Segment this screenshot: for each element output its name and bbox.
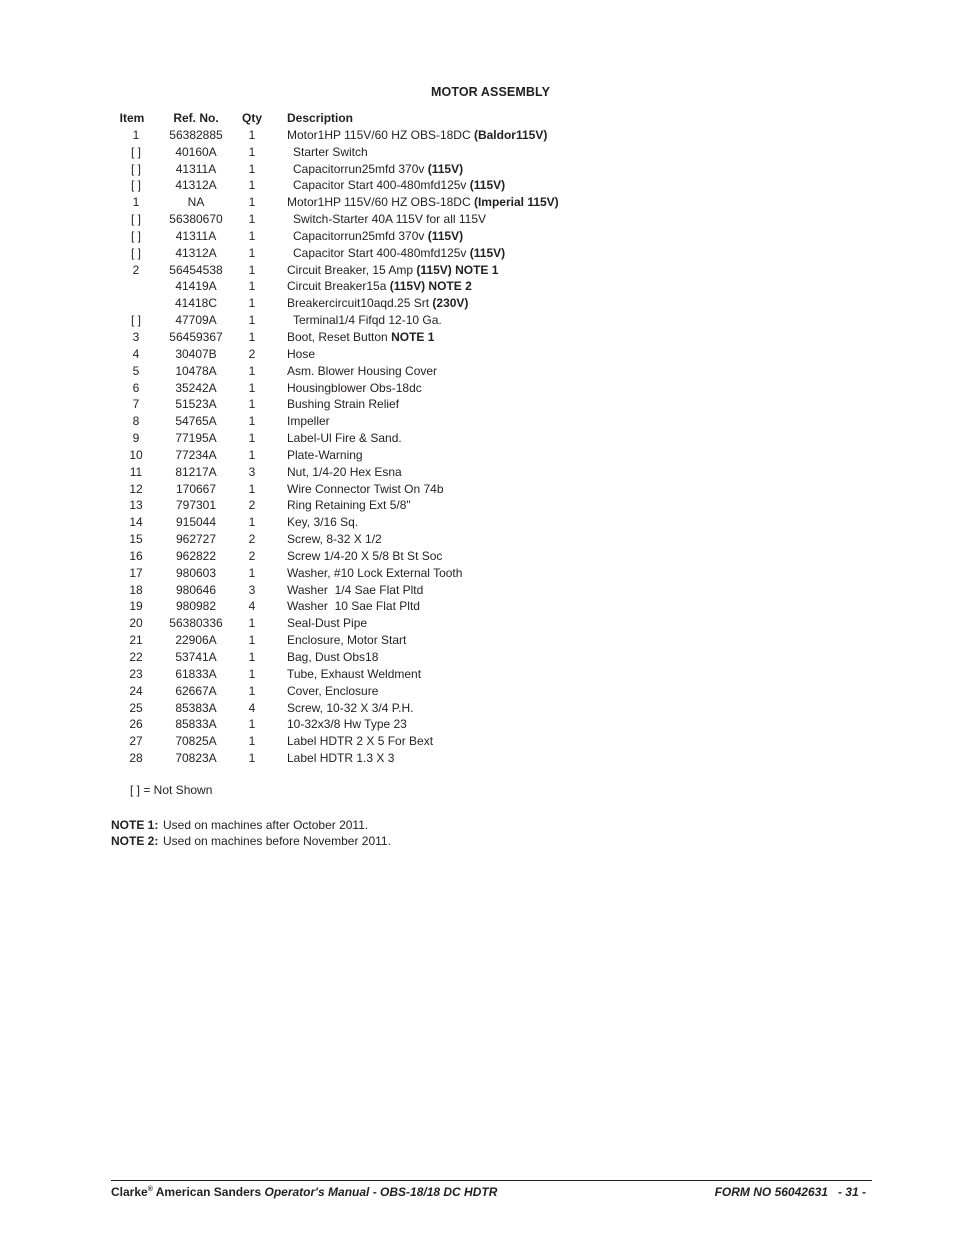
quantity: 1 bbox=[248, 380, 256, 395]
ref-number: 77195A bbox=[175, 431, 217, 446]
ref-number: 10478A bbox=[175, 363, 217, 378]
quantity: 1 bbox=[248, 683, 256, 698]
description bbox=[287, 548, 442, 565]
item-number: 21 bbox=[129, 633, 143, 648]
description-text: Screw, 8-32 X 1/2 bbox=[287, 532, 382, 547]
description-text: Capacitorrun25mfd 370v bbox=[293, 161, 428, 176]
ref-number: 35242A bbox=[175, 380, 217, 395]
ref-number: NA bbox=[187, 195, 205, 210]
quantity: 1 bbox=[248, 228, 256, 243]
description-text: Plate-Warning bbox=[287, 447, 363, 462]
quantity: 1 bbox=[248, 363, 256, 378]
ref-number: 54765A bbox=[175, 414, 217, 429]
item-number: 9 bbox=[132, 431, 140, 446]
table-row bbox=[100, 666, 600, 683]
item-number: 20 bbox=[129, 616, 143, 631]
quantity: 1 bbox=[248, 447, 256, 462]
table-row bbox=[100, 447, 600, 464]
description bbox=[287, 278, 472, 295]
table-row bbox=[100, 211, 600, 228]
table-row bbox=[100, 161, 600, 178]
item-number: 14 bbox=[129, 515, 143, 530]
description bbox=[287, 481, 444, 498]
description-emphasis: (115V) bbox=[469, 178, 506, 193]
description-text: Breakercircuit10aqd.25 Srt bbox=[287, 296, 433, 311]
item-number: 22 bbox=[129, 650, 143, 664]
description-emphasis: (115V) NOTE 2 bbox=[389, 279, 472, 294]
registered-mark: ® bbox=[147, 1186, 153, 1193]
footer-company: American Sanders bbox=[152, 1185, 265, 1199]
table-row bbox=[100, 700, 600, 717]
table-row bbox=[100, 582, 600, 599]
ref-number: 85833A bbox=[175, 717, 217, 732]
quantity: 1 bbox=[248, 127, 256, 142]
quantity: 1 bbox=[248, 161, 256, 176]
description bbox=[287, 565, 462, 582]
item-number: 23 bbox=[129, 666, 143, 681]
table-row bbox=[100, 464, 600, 481]
description-text: Capacitorrun25mfd 370v bbox=[293, 228, 428, 243]
table-row bbox=[100, 262, 600, 279]
table-row bbox=[100, 683, 600, 700]
item-number: 18 bbox=[129, 582, 143, 597]
item-number: 27 bbox=[129, 734, 143, 749]
description bbox=[293, 144, 368, 161]
quantity: 1 bbox=[248, 633, 256, 648]
description bbox=[287, 514, 358, 531]
description-text: Starter Switch bbox=[293, 144, 368, 159]
item-number: 1 bbox=[132, 127, 140, 142]
description bbox=[287, 295, 468, 312]
table-row bbox=[100, 615, 600, 632]
description-emphasis: (115V) bbox=[427, 228, 464, 243]
notes bbox=[111, 817, 391, 849]
ref-number: 56380336 bbox=[169, 616, 223, 631]
item-number: 28 bbox=[129, 751, 143, 766]
ref-number: 980646 bbox=[175, 582, 217, 597]
ref-number: 41419A bbox=[175, 279, 217, 294]
description-emphasis: (115V) bbox=[427, 161, 464, 176]
description bbox=[287, 346, 315, 363]
ref-number: 47709A bbox=[175, 313, 217, 328]
description bbox=[293, 211, 486, 228]
description-text: Housingblower Obs-18dc bbox=[287, 380, 422, 395]
quantity: 1 bbox=[248, 245, 256, 260]
item-number: 16 bbox=[129, 548, 143, 563]
table-body bbox=[100, 127, 600, 767]
description-text: Label-Ul Fire & Sand. bbox=[287, 431, 402, 446]
ref-number: 22906A bbox=[175, 633, 217, 648]
table-row bbox=[100, 649, 600, 666]
description bbox=[287, 750, 394, 767]
description-text: Capacitor Start 400-480mfd125v bbox=[293, 245, 470, 260]
description-text: Tube, Exhaust Weldment bbox=[287, 666, 422, 681]
quantity: 1 bbox=[248, 717, 256, 732]
description-emphasis: (230V) bbox=[432, 296, 469, 311]
description bbox=[287, 497, 411, 514]
item-number: 2 bbox=[132, 262, 140, 277]
description bbox=[287, 582, 423, 599]
description bbox=[293, 312, 442, 329]
table-row bbox=[100, 295, 600, 312]
description-text: Boot, Reset Button bbox=[287, 329, 392, 344]
item-number: 1 bbox=[132, 195, 140, 210]
description bbox=[287, 329, 434, 346]
item-number: 19 bbox=[129, 599, 143, 614]
description bbox=[287, 363, 437, 380]
footer-title bbox=[111, 1185, 497, 1199]
table-row bbox=[100, 481, 600, 498]
item-number: 7 bbox=[132, 397, 140, 412]
description bbox=[287, 733, 433, 750]
description bbox=[287, 598, 420, 615]
ref-number: 56459367 bbox=[169, 329, 223, 344]
ref-number: 41312A bbox=[175, 245, 217, 260]
description-text: Bag, Dust Obs18 bbox=[287, 650, 379, 664]
description-text: Hose bbox=[287, 346, 316, 361]
table-row bbox=[100, 548, 600, 565]
description bbox=[287, 127, 547, 144]
description-text: Bushing Strain Relief bbox=[287, 397, 400, 412]
note-label: NOTE 2: bbox=[111, 834, 159, 848]
table-row bbox=[100, 396, 600, 413]
note-1 bbox=[111, 817, 391, 833]
description-emphasis: (115V) NOTE 1 bbox=[416, 262, 499, 277]
ref-number: 40160A bbox=[175, 144, 217, 159]
quantity: 1 bbox=[248, 178, 256, 193]
ref-number: 41311A bbox=[175, 161, 217, 176]
description bbox=[287, 194, 559, 211]
table-row bbox=[100, 531, 600, 548]
description-text: Asm. Blower Housing Cover bbox=[287, 363, 438, 378]
quantity: 1 bbox=[248, 650, 256, 664]
description-emphasis: (Imperial 115V) bbox=[473, 195, 559, 210]
parts-table bbox=[100, 110, 600, 767]
quantity: 1 bbox=[248, 751, 256, 766]
quantity: 1 bbox=[248, 144, 256, 159]
quantity: 1 bbox=[248, 195, 256, 210]
quantity: 1 bbox=[248, 313, 256, 328]
footer-divider bbox=[111, 1180, 872, 1181]
header-item: Item bbox=[119, 111, 145, 125]
quantity: 4 bbox=[248, 599, 256, 614]
header-description: Description bbox=[287, 111, 354, 125]
ref-number: 30407B bbox=[175, 346, 217, 361]
description-text: Washer 10 Sae Flat Pltd bbox=[287, 599, 420, 614]
table-row bbox=[100, 497, 600, 514]
table-row bbox=[100, 312, 600, 329]
ref-number: 61833A bbox=[175, 666, 217, 681]
note-text: Used on machines after October 2011. bbox=[163, 818, 369, 832]
description bbox=[287, 447, 363, 464]
table-row bbox=[100, 127, 600, 144]
note-label: NOTE 1: bbox=[111, 818, 159, 832]
ref-number: 962727 bbox=[175, 532, 217, 547]
item-number: [ ] bbox=[130, 178, 141, 193]
note-text: Used on machines before November 2011. bbox=[163, 834, 391, 848]
item-number: [ ] bbox=[130, 245, 141, 260]
item-number: 6 bbox=[132, 380, 140, 395]
table-row bbox=[100, 363, 600, 380]
ref-number: 62667A bbox=[175, 683, 217, 698]
item-number: 8 bbox=[132, 414, 140, 429]
description-emphasis: NOTE 1 bbox=[391, 329, 435, 344]
description-text: Impeller bbox=[287, 414, 330, 429]
item-number: [ ] bbox=[130, 144, 141, 159]
description-text: Enclosure, Motor Start bbox=[287, 633, 407, 648]
description bbox=[287, 396, 399, 413]
item-number: 11 bbox=[129, 464, 143, 479]
ref-number: 962822 bbox=[175, 548, 217, 563]
table-row bbox=[100, 346, 600, 363]
item-number: 15 bbox=[129, 532, 143, 547]
quantity: 1 bbox=[248, 212, 256, 227]
item-number: 25 bbox=[129, 700, 143, 715]
description bbox=[287, 700, 414, 717]
table-row bbox=[100, 430, 600, 447]
description-text: Label HDTR 1.3 X 3 bbox=[287, 751, 395, 766]
quantity: 1 bbox=[248, 666, 256, 681]
quantity: 1 bbox=[248, 565, 256, 580]
description bbox=[287, 430, 402, 447]
description-text: Seal-Dust Pipe bbox=[287, 616, 368, 631]
description-emphasis: (Baldor115V) bbox=[473, 127, 548, 142]
ref-number: 85383A bbox=[175, 700, 217, 715]
quantity: 1 bbox=[248, 734, 256, 749]
description bbox=[287, 632, 406, 649]
description bbox=[287, 262, 498, 279]
ref-number: 41312A bbox=[175, 178, 217, 193]
description bbox=[293, 177, 505, 194]
ref-number: 56382885 bbox=[169, 127, 223, 142]
description-text: Label HDTR 2 X 5 For Bext bbox=[287, 734, 434, 749]
description bbox=[287, 683, 378, 700]
header-qty: Qty bbox=[241, 111, 262, 125]
description bbox=[293, 161, 463, 178]
table-row bbox=[100, 144, 600, 161]
description bbox=[287, 413, 330, 430]
quantity: 1 bbox=[248, 279, 256, 294]
description bbox=[287, 716, 407, 733]
footer-form-number: FORM NO 56042631 - 31 - bbox=[714, 1185, 866, 1199]
quantity: 1 bbox=[248, 329, 256, 344]
ref-number: 797301 bbox=[175, 498, 217, 513]
item-number: 17 bbox=[129, 565, 143, 580]
item-number: 5 bbox=[132, 363, 140, 378]
quantity: 3 bbox=[248, 582, 256, 597]
quantity: 1 bbox=[248, 481, 256, 496]
description bbox=[287, 464, 402, 481]
description bbox=[293, 245, 505, 262]
item-number: 12 bbox=[129, 481, 143, 496]
table-row bbox=[100, 228, 600, 245]
item-number: [ ] bbox=[130, 161, 141, 176]
quantity: 1 bbox=[248, 262, 256, 277]
footer-brand: Clarke bbox=[111, 1185, 148, 1199]
quantity: 2 bbox=[248, 346, 256, 361]
quantity: 2 bbox=[248, 498, 256, 513]
table-row bbox=[100, 598, 600, 615]
description bbox=[287, 649, 378, 666]
page-title: MOTOR ASSEMBLY bbox=[431, 85, 551, 99]
footer-manual: Operator's Manual - OBS-18/18 DC HDTR bbox=[264, 1185, 498, 1199]
description-emphasis: (115V) bbox=[469, 245, 506, 260]
ref-number: 56380670 bbox=[169, 212, 223, 227]
table-header bbox=[100, 110, 600, 127]
quantity: 1 bbox=[248, 296, 256, 311]
table-row bbox=[100, 194, 600, 211]
table-row bbox=[100, 565, 600, 582]
ref-number: 77234A bbox=[175, 447, 217, 462]
table-row bbox=[100, 733, 600, 750]
description bbox=[287, 615, 367, 632]
description-text: Screw 1/4-20 X 5/8 Bt St Soc bbox=[287, 548, 443, 563]
item-number: [ ] bbox=[130, 228, 141, 243]
description-text: Motor1HP 115V/60 HZ OBS-18DC bbox=[287, 195, 474, 210]
description bbox=[287, 380, 422, 397]
description-text: 10-32x3/8 Hw Type 23 bbox=[287, 717, 407, 732]
description-text: Motor1HP 115V/60 HZ OBS-18DC bbox=[287, 127, 474, 142]
quantity: 2 bbox=[248, 548, 256, 563]
item-number: 3 bbox=[132, 329, 140, 344]
ref-number: 41418C bbox=[174, 296, 218, 311]
description-text: Terminal1/4 Fifqd 12-10 Ga. bbox=[293, 313, 442, 328]
legend: [ ] = Not Shown bbox=[130, 783, 213, 797]
ref-number: 980982 bbox=[175, 599, 217, 614]
quantity: 4 bbox=[248, 700, 256, 715]
table-row bbox=[100, 245, 600, 262]
description bbox=[293, 228, 463, 245]
ref-number: 56454538 bbox=[169, 262, 223, 277]
ref-number: 70823A bbox=[175, 751, 217, 766]
quantity: 1 bbox=[248, 515, 256, 530]
note-2 bbox=[111, 833, 391, 849]
description bbox=[287, 666, 421, 683]
ref-number: 51523A bbox=[175, 397, 217, 412]
item-number: 24 bbox=[129, 683, 143, 698]
quantity: 1 bbox=[248, 616, 256, 631]
table-row bbox=[100, 278, 600, 295]
item-number: [ ] bbox=[130, 212, 141, 227]
header-ref: Ref. No. bbox=[173, 111, 219, 125]
table-row bbox=[100, 177, 600, 194]
description-text: Cover, Enclosure bbox=[287, 683, 379, 698]
quantity: 3 bbox=[248, 464, 256, 479]
item-number: 26 bbox=[129, 717, 143, 732]
quantity: 1 bbox=[248, 414, 256, 429]
ref-number: 70825A bbox=[175, 734, 217, 749]
table-row bbox=[100, 514, 600, 531]
description-text: Circuit Breaker15a bbox=[287, 279, 390, 294]
description-text: Washer, #10 Lock External Tooth bbox=[287, 565, 463, 580]
ref-number: 81217A bbox=[175, 464, 217, 479]
description-text: Circuit Breaker, 15 Amp bbox=[287, 262, 417, 277]
table-row bbox=[100, 716, 600, 733]
quantity: 1 bbox=[248, 431, 256, 446]
description-text: Ring Retaining Ext 5/8" bbox=[287, 498, 411, 513]
description-text: Key, 3/16 Sq. bbox=[287, 515, 359, 530]
item-number: [ ] bbox=[130, 313, 141, 328]
item-number: 10 bbox=[129, 447, 143, 462]
description-text: Washer 1/4 Sae Flat Pltd bbox=[287, 582, 424, 597]
ref-number: 53741A bbox=[175, 650, 217, 664]
description-text: Screw, 10-32 X 3/4 P.H. bbox=[287, 700, 414, 715]
ref-number: 41311A bbox=[175, 228, 217, 243]
description-text: Capacitor Start 400-480mfd125v bbox=[293, 178, 470, 193]
ref-number: 980603 bbox=[175, 565, 217, 580]
table-row bbox=[100, 329, 600, 346]
description-text: Switch-Starter 40A 115V for all 115V bbox=[293, 212, 486, 227]
quantity: 1 bbox=[248, 397, 256, 412]
description-text: Nut, 1/4-20 Hex Esna bbox=[287, 464, 402, 479]
item-number: 4 bbox=[132, 346, 140, 361]
table-row bbox=[100, 750, 600, 767]
table-row bbox=[100, 380, 600, 397]
item-number: 13 bbox=[129, 498, 143, 513]
ref-number: 915044 bbox=[175, 515, 217, 530]
table-row bbox=[100, 413, 600, 430]
description-text: Wire Connector Twist On 74b bbox=[287, 481, 444, 496]
description bbox=[287, 531, 382, 548]
quantity: 2 bbox=[248, 532, 256, 547]
table-row bbox=[100, 632, 600, 649]
ref-number: 170667 bbox=[175, 481, 217, 496]
